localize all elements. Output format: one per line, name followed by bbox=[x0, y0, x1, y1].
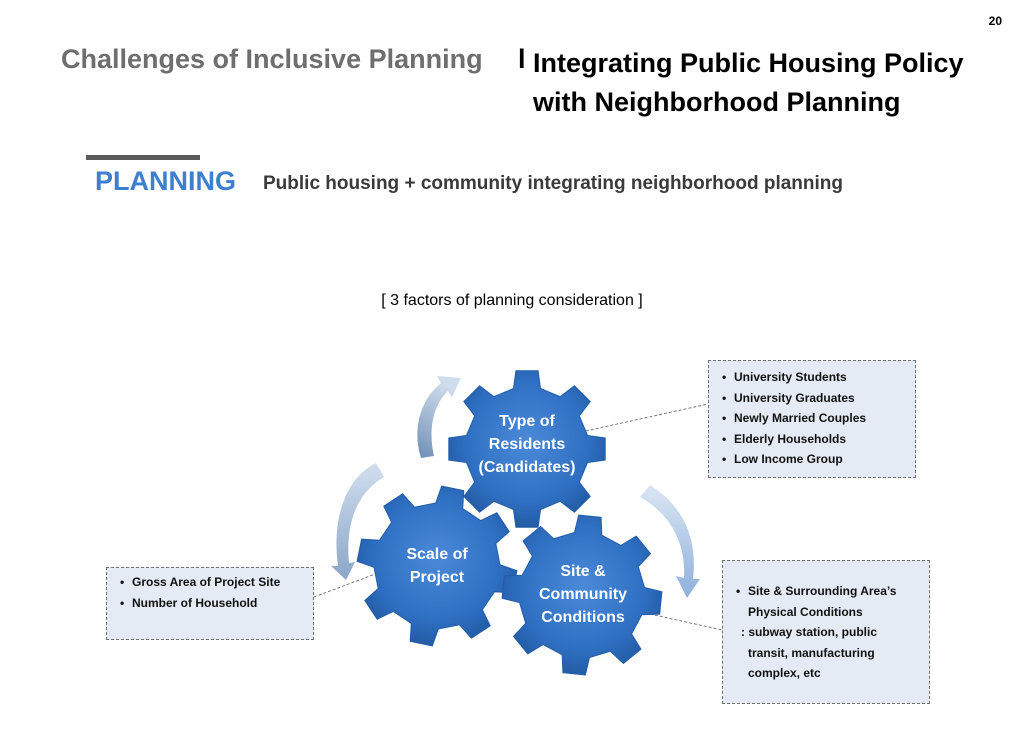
section-description: Public housing + community integrating neighborhood planning bbox=[263, 173, 844, 194]
site-factor: Site & Surrounding Area’s bbox=[748, 584, 897, 598]
list-item bbox=[115, 593, 313, 614]
site-list bbox=[731, 581, 929, 602]
list-item bbox=[731, 581, 929, 602]
gear-site-line2: Community bbox=[539, 586, 627, 603]
bullet-icon: • bbox=[736, 584, 741, 598]
gear-label-residents bbox=[467, 410, 587, 479]
resident-type: Elderly Households bbox=[734, 431, 847, 446]
callout-scale bbox=[106, 567, 314, 640]
connector-residents bbox=[581, 404, 708, 432]
gear-residents-line2: Residents bbox=[488, 436, 566, 453]
bullet-icon: • bbox=[120, 575, 125, 589]
title-right-line1: Integrating Public Housing Policy bbox=[533, 48, 964, 78]
site-detail-line1: : subway station, public bbox=[741, 625, 878, 639]
title-challenges: Challenges of Inclusive Planning bbox=[61, 44, 483, 74]
gear-label-site bbox=[523, 560, 643, 629]
scale-factor: Number of Household bbox=[132, 595, 258, 610]
gear-site-line3: Conditions bbox=[541, 609, 625, 626]
bullet-icon: • bbox=[722, 411, 727, 425]
list-item bbox=[115, 572, 313, 593]
bullet-icon: • bbox=[722, 452, 727, 466]
bullet-icon: • bbox=[722, 370, 727, 384]
resident-type: University Graduates bbox=[734, 390, 855, 405]
gear-residents-line1: Type of bbox=[499, 413, 555, 430]
list-item bbox=[717, 388, 915, 409]
residents-list bbox=[717, 367, 915, 470]
gear-scale-line2: Project bbox=[409, 569, 465, 586]
connector-site bbox=[650, 614, 722, 630]
gear-residents-line3: (Candidates) bbox=[478, 459, 576, 476]
site-detail-line3: complex, etc bbox=[748, 666, 821, 680]
list-item bbox=[717, 449, 915, 470]
bullet-icon: • bbox=[722, 431, 727, 446]
bullet-icon: • bbox=[120, 595, 125, 610]
list-item bbox=[717, 367, 915, 388]
title-right-line2: with Neighborhood Planning bbox=[533, 87, 901, 117]
callout-residents bbox=[708, 360, 916, 478]
cycle-arrow-right bbox=[640, 485, 700, 598]
title-separator: l bbox=[518, 44, 526, 74]
section-label-planning: PLANNING bbox=[95, 166, 236, 196]
resident-type: University Students bbox=[734, 370, 847, 384]
list-item bbox=[717, 429, 915, 450]
gear-site-line1: Site & bbox=[560, 563, 606, 580]
list-item bbox=[717, 408, 915, 429]
site-factor-continued: Physical Conditions bbox=[748, 604, 863, 619]
slide-number: 20 bbox=[988, 14, 1002, 28]
callout-site bbox=[722, 560, 930, 704]
scale-list bbox=[115, 572, 313, 613]
gear-scale-line1: Scale of bbox=[406, 546, 468, 563]
resident-type: Newly Married Couples bbox=[734, 411, 867, 425]
resident-type: Low Income Group bbox=[734, 452, 843, 466]
scale-factor: Gross Area of Project Site bbox=[132, 575, 281, 589]
bullet-icon: • bbox=[722, 390, 727, 405]
site-detail-line2: transit, manufacturing bbox=[748, 645, 875, 660]
gear-label-scale bbox=[377, 543, 497, 589]
diagram-caption: [ 3 factors of planning consideration ] bbox=[381, 292, 643, 309]
